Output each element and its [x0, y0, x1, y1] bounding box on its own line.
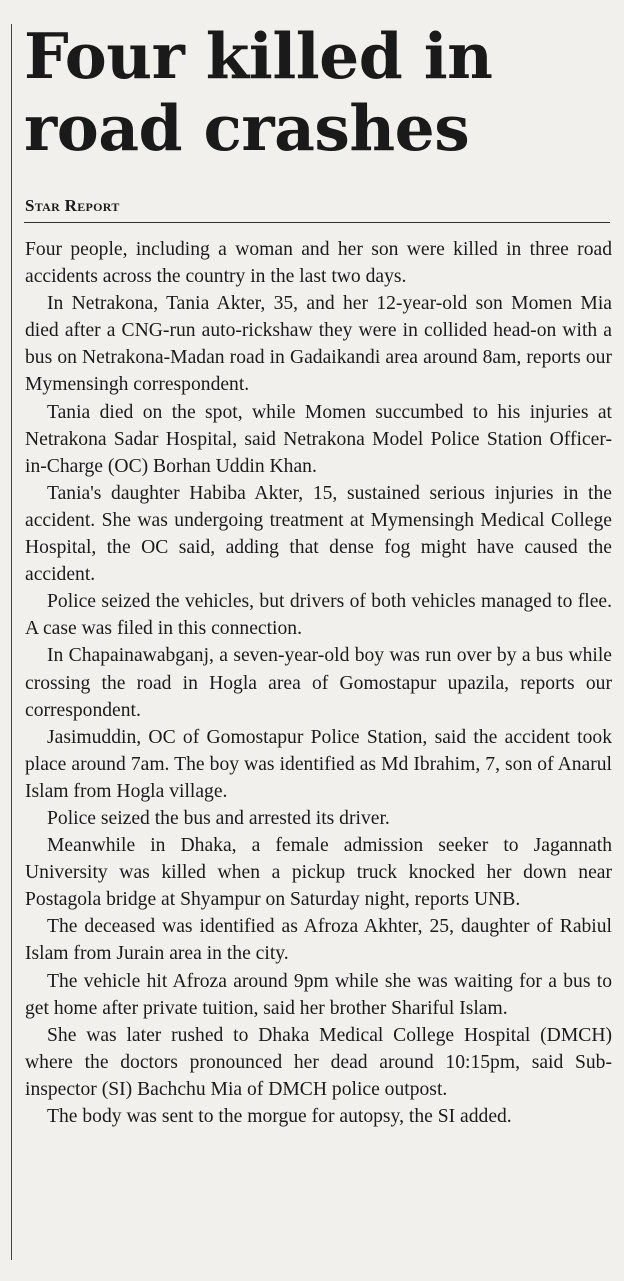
paragraph: She was later rushed to Dhaka Medical College Hospital (DMCH) where the doctors pronounced her dead around 10:15pm, said Sub-inspector (SI) Bachchu Mia of DMCH police outpost.: [25, 1024, 612, 1100]
paragraph: Police seized the vehicles, but drivers of both vehicles managed to flee. A case was filed in this connection.: [25, 591, 612, 640]
column-rule: [11, 24, 12, 1260]
paragraph: Police seized the bus and arrested its driver.: [47, 807, 390, 829]
byline: Star Report: [25, 196, 120, 215]
paragraph: Tania's daughter Habiba Akter, 15, sustained serious injuries in the accident. She was undergoing treatment at Mymensingh Medical College Hospital, the OC said, adding that dense fog might have caused the accident.: [25, 482, 612, 586]
paragraph: Tania died on the spot, while Momen succumbed to his injuries at Netrakona Sadar Hospital, said Netrakona Model Police Station Officer-in-Charge (OC) Borhan Uddin Khan.: [25, 401, 612, 477]
paragraph: Meanwhile in Dhaka, a female admission seeker to Jagannath University was killed when a pickup truck knocked her down near Postagola bridge at Shyampur on Saturday night, reports UNB.: [25, 835, 612, 911]
paragraph: Four people, including a woman and her son were killed in three road accidents across the country in the last two days.: [25, 239, 612, 288]
paragraph: Jasimuddin, OC of Gomostapur Police Station, said the accident took place around 7am. The boy was identified as Md Ibrahim, 7, son of Anarul Islam from Hogla village.: [25, 726, 612, 802]
article-body: [25, 236, 612, 1130]
byline-divider: [24, 222, 610, 223]
paragraph: The body was sent to the morgue for autopsy, the SI added.: [47, 1106, 512, 1127]
headline: Four killed in road crashes: [24, 19, 493, 165]
paragraph: The deceased was identified as Afroza Akhter, 25, daughter of Rabiul Islam from Jurain area in the city.: [25, 916, 612, 965]
paragraph: In Chapainawabganj, a seven-year-old boy was run over by a bus while crossing the road in Hogla area of Gomostapur upazila, reports our correspondent.: [25, 645, 612, 721]
paragraph: In Netrakona, Tania Akter, 35, and her 12-year-old son Momen Mia died after a CNG-run auto-rickshaw they were in collided head-on with a bus on Netrakona-Madan road in Gadaikandi area around 8am, reports our Mymensingh correspondent.: [25, 293, 612, 396]
paragraph: The vehicle hit Afroza around 9pm while she was waiting for a bus to get home after private tuition, said her brother Shariful Islam.: [25, 970, 612, 1019]
